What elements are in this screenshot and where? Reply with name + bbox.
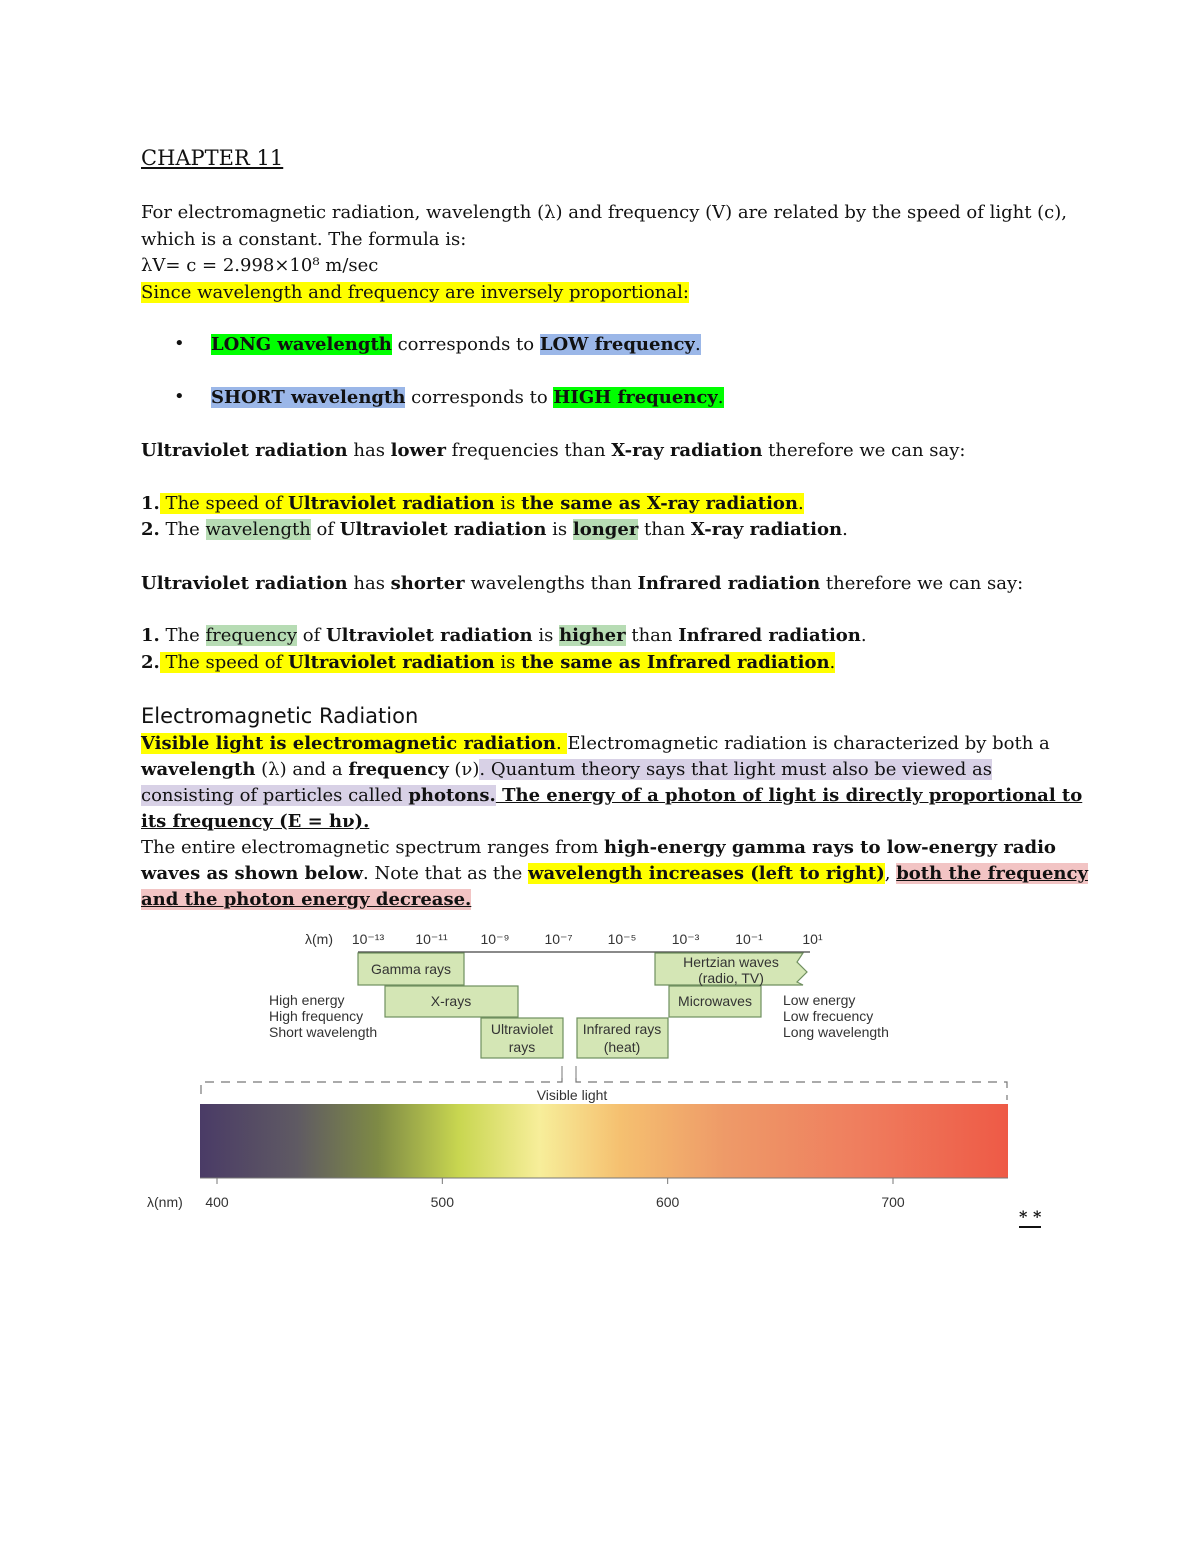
paragraph-line: consisting of particles called photons. The energy of a photon of light is directly proportional to bbox=[141, 785, 1083, 806]
xray-label: X-rays bbox=[430, 993, 472, 1009]
right-desc: Low frecuency bbox=[783, 1008, 874, 1024]
tick-label-m: 10⁻³ bbox=[671, 931, 700, 947]
ir-label: (heat) bbox=[603, 1039, 641, 1055]
paragraph-line: wavelength (λ) and a frequency (ν). Quantum theory says that light must also be viewed as bbox=[141, 759, 993, 780]
tick-label-m: 10⁻⁷ bbox=[544, 931, 573, 947]
lambda-nm-label: λ(nm) bbox=[147, 1194, 183, 1210]
uv-label: Ultraviolet bbox=[490, 1021, 554, 1037]
footer-mark: * * bbox=[1019, 1207, 1042, 1226]
formula-line: λV= c = 2.998×10⁸ m/sec bbox=[141, 255, 379, 276]
tick-label-m: 10⁻¹³ bbox=[351, 931, 385, 947]
visible-spectrum-bar bbox=[200, 1104, 1008, 1178]
tick-label-nm: 700 bbox=[881, 1194, 905, 1210]
list-item: 2. The speed of Ultraviolet radiation is the same as Infrared radiation. bbox=[141, 652, 836, 673]
list-item: 1. The frequency of Ultraviolet radiation is higher than Infrared radiation. bbox=[141, 625, 867, 646]
tick-label-nm: 400 bbox=[205, 1194, 229, 1210]
microwave-label: Microwaves bbox=[678, 993, 752, 1009]
tick-label-m: 10⁻⁵ bbox=[607, 931, 637, 947]
paragraph: Ultraviolet radiation has lower frequencies than X-ray radiation therefore we can say: bbox=[141, 440, 966, 461]
ir-label: Infrared rays bbox=[582, 1021, 662, 1037]
paragraph-line: Visible light is electromagnetic radiation. Electromagnetic radiation is characterized by both a bbox=[141, 733, 1050, 754]
uv-label: rays bbox=[508, 1039, 536, 1055]
tick-label-nm: 600 bbox=[655, 1194, 680, 1210]
tick-label-m: 10⁻⁹ bbox=[480, 931, 510, 947]
page-title: CHAPTER 11 bbox=[141, 146, 284, 170]
intro-line: which is a constant. The formula is: bbox=[141, 229, 467, 250]
bullet-item: SHORT wavelength corresponds to HIGH frequency. bbox=[211, 387, 724, 408]
intro-line: For electromagnetic radiation, wavelength (λ) and frequency (V) are related by the speed of light (c), bbox=[141, 202, 1068, 223]
paragraph-line: The entire electromagnetic spectrum ranges from high-energy gamma rays to low-energy radio bbox=[141, 837, 1056, 858]
list-item: 1. The speed of Ultraviolet radiation is the same as X-ray radiation. bbox=[141, 493, 804, 514]
tick-label-nm: 500 bbox=[430, 1194, 455, 1210]
list-item: 2. The wavelength of Ultraviolet radiation is longer than X-ray radiation. bbox=[141, 519, 848, 540]
tick-label-m: 10⁻¹ bbox=[735, 931, 763, 947]
hertzian-label: Hertzian waves bbox=[683, 954, 779, 970]
paragraph-line: waves as shown below. Note that as the wavelength increases (left to right), both the frequency bbox=[141, 863, 1088, 884]
right-desc: Low energy bbox=[783, 992, 856, 1008]
bullet-dot: • bbox=[174, 386, 185, 407]
hertzian-label: (radio, TV) bbox=[698, 970, 764, 986]
right-desc: Long wavelength bbox=[783, 1024, 889, 1040]
paragraph-line: its frequency (E = hν). bbox=[141, 811, 370, 832]
tick-label-m: 10¹ bbox=[802, 931, 823, 947]
paragraph: Ultraviolet radiation has shorter wavelengths than Infrared radiation therefore we can say: bbox=[141, 573, 1024, 594]
paragraph-line: and the photon energy decrease. bbox=[141, 889, 472, 910]
bullet-dot: • bbox=[174, 333, 185, 354]
section-heading: Electromagnetic Radiation bbox=[141, 704, 419, 728]
left-desc: High energy bbox=[269, 992, 345, 1008]
lambda-m-label: λ(m) bbox=[305, 931, 333, 947]
intro-line: Since wavelength and frequency are inversely proportional: bbox=[141, 282, 689, 303]
left-desc: High frequency bbox=[269, 1008, 364, 1024]
gamma-label: Gamma rays bbox=[370, 961, 452, 977]
tick-label-m: 10⁻¹¹ bbox=[415, 931, 448, 947]
visible-label: Visible light bbox=[536, 1087, 608, 1103]
left-desc: Short wavelength bbox=[269, 1024, 378, 1040]
bullet-item: LONG wavelength corresponds to LOW frequency. bbox=[211, 334, 701, 355]
